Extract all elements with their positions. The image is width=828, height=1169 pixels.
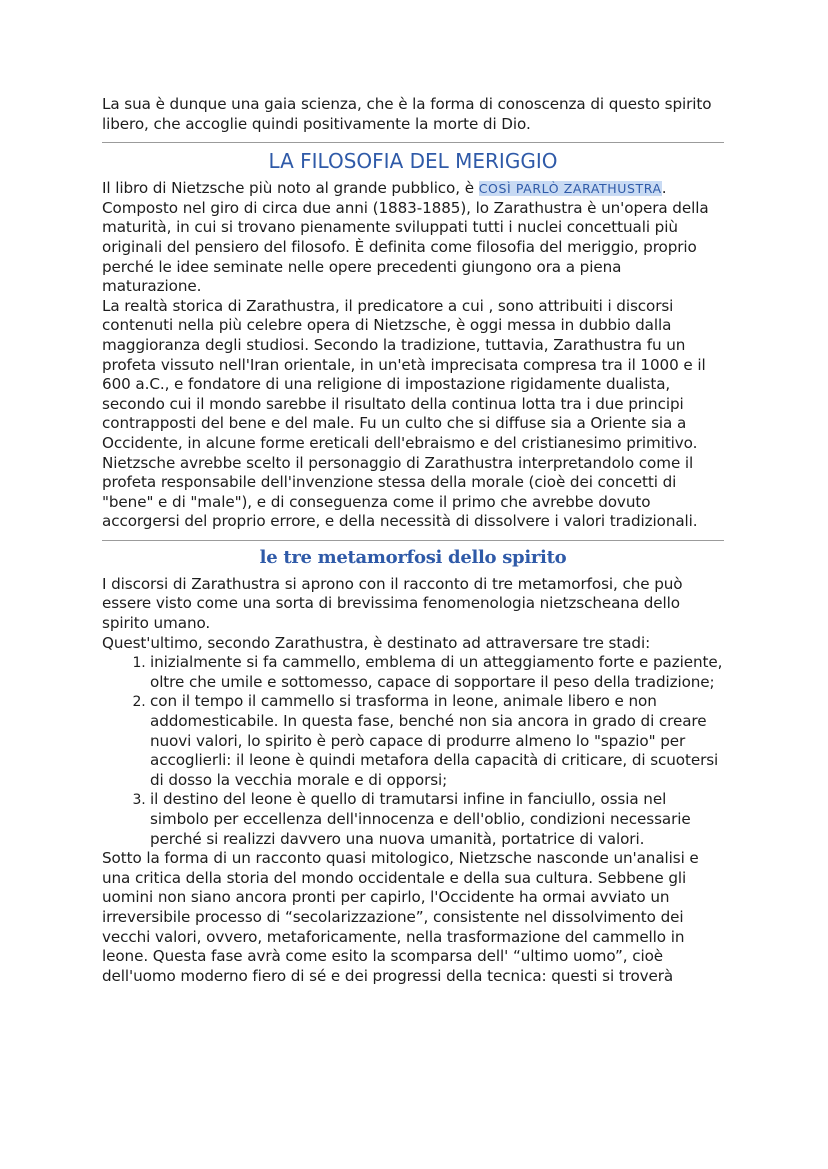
section-divider [102,540,724,541]
p1-text-before: Il libro di Nietzsche più noto al grande pubblico, è [102,179,479,198]
highlighted-book-title: COSÌ PARLÒ ZARATHUSTRA [478,181,662,197]
list-item-leone: 2. con il tempo il cammello si trasforma in leone, animale libero e non addomesticabile. In questa fase, benché non sia ancora in grado di creare nuovi valori, lo spirito è però capace di produrre almeno lo "spazio" per accoglierli: il leone è quindi metafora della capacità di criticare, di scuotersi di dosso la vecchia morale e di opporsi; [150,692,724,790]
page-content [102,95,724,986]
metamorfosi-list [102,653,724,849]
section2-paragraph-1: I discorsi di Zarathustra si aprono con il racconto di tre metamorfosi, che può essere visto come una sorta di brevissima fenomenologia nietzscheana dello spirito umano. [102,574,683,633]
intro-paragraph: La sua è dunque una gaia scienza, che è la forma di conoscenza di questo spirito libero, che accoglie quindi positivamente la morte di Dio. [102,95,712,133]
section1-paragraph-1 [102,179,724,297]
section-title-tre-metamorfosi: le tre metamorfosi dello spirito [259,546,567,568]
section2-paragraph-2: Quest'ultimo, secondo Zarathustra, è destinato ad attraversare tre stadi: [102,633,651,652]
section-divider [102,142,724,143]
list-item-cammello: 1. inizialmente si fa cammello, emblema di un atteggiamento forte e paziente, oltre che umile e sottomesso, capace di sopportare il peso della tradizione; [150,653,724,692]
section2-paragraph-3: Sotto la forma di un racconto quasi mitologico, Nietzsche nasconde un'analisi e una critica della storia del mondo occidentale e della sua cultura. Sebbene gli uomini non siano ancora pronti per capirlo, l'Occidente ha ormai avviato un irreversibile processo di “secolarizzazione”, consistente nel dissolvimento dei vecchi valori, ovvero, metaforicamente, nella trasformazione del cammello in leone. Questa fase avrà come esito la scomparsa dell' “ultimo uomo”, cioè dell'uomo moderno fiero di sé e dei progressi della tecnica: questi si troverà [102,849,699,985]
p1-text-after: . Composto nel giro di circa due anni (1883-1885), lo Zarathustra è un'opera della maturità, in cui si trovano pienamente sviluppati tutti i nuclei concettuali più originali del pensiero del filosofo. È definita come filosofia del meriggio, proprio perché le idee seminate nelle opere precedenti giungono ora a piena maturazione. [102,179,709,296]
section-title-filosofia-meriggio: LA FILOSOFIA DEL MERIGGIO [268,149,558,174]
list-item-fanciullo: 3. il destino del leone è quello di tramutarsi infine in fanciullo, ossia nel simbolo per eccellenza dell'innocenza e dell'oblio, condizioni necessarie perché si realizzi davvero una nuova umanità, portatrice di valori. [150,790,724,849]
section1-paragraph-2: La realtà storica di Zarathustra, il predicatore a cui , sono attribuiti i discorsi contenuti nella più celebre opera di Nietzsche, è oggi messa in dubbio dalla maggioranza degli studiosi. Secondo la tradizione, tuttavia, Zarathustra fu un profeta vissuto nell'Iran orientale, in un'età imprecisata compresa tra il 1000 e il 600 a.C., e fondatore di una religione di impostazione rigidamente dualista, secondo cui il mondo sarebbe il risultato della continua lotta tra i due principi contrapposti del bene e del male. Fu un culto che si diffuse sia a Oriente sia a Occidente, in alcune forme ereticali dell'ebraismo e del cristianesimo primitivo. Nietzsche avrebbe scelto il personaggio di Zarathustra interpretandolo come il profeta responsabile dell'invenzione stessa della morale (cioè dei concetti di "bene" e di "male"), e di conseguenza come il primo che avrebbe dovuto accorgersi del proprio errore, e della necessità di dissolvere i valori tradizionali. [102,296,706,531]
